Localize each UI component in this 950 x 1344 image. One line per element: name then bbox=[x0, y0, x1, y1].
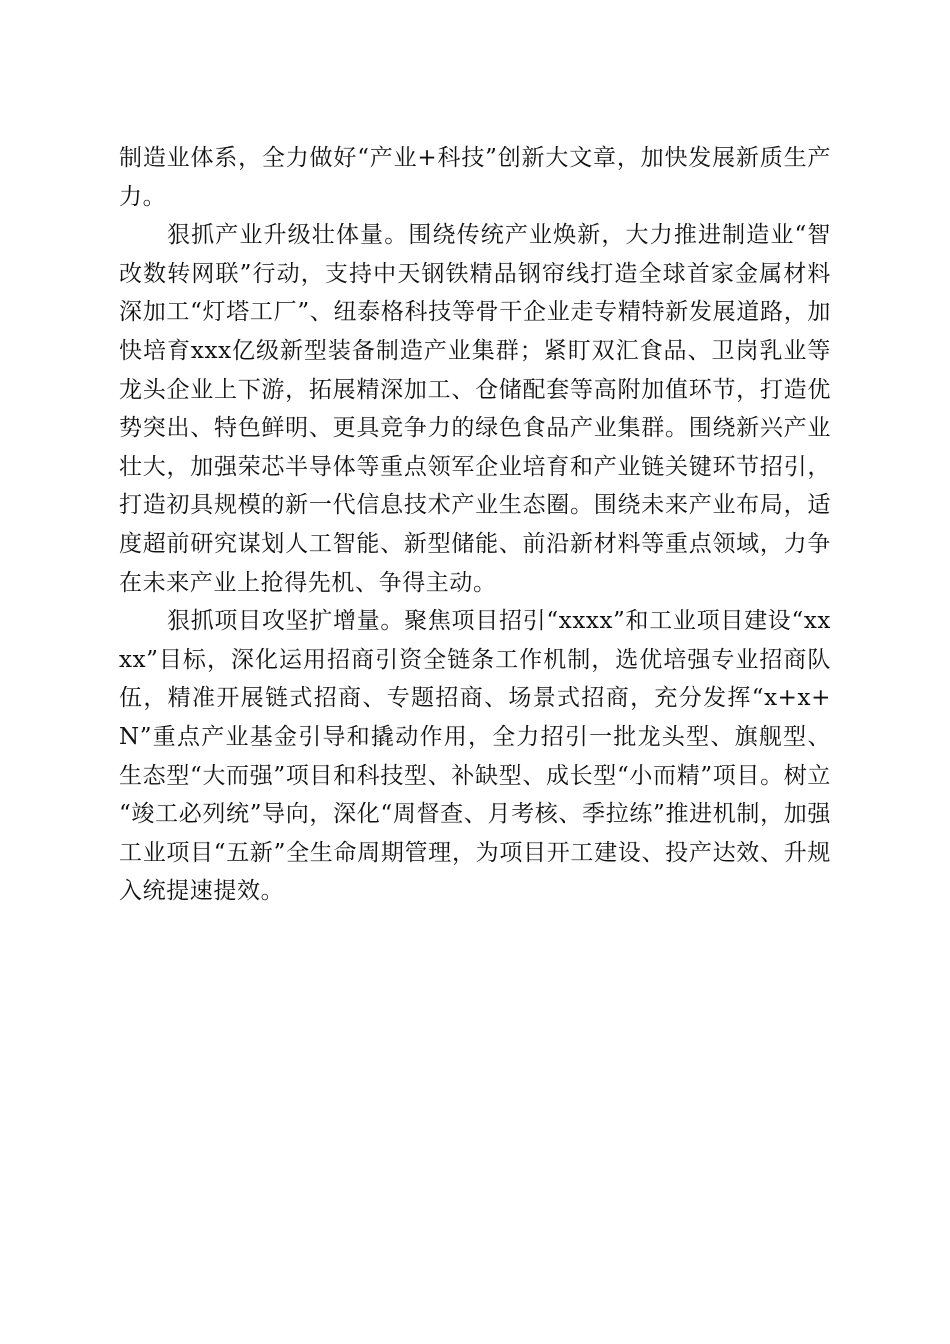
paragraph-industry-upgrade: 狠抓产业升级壮体量。围绕传统产业焕新，大力推进制造业“智改数转网联”行动，支持中天钢铁精品钢帘线打造全球首家金属材料深加工“灯塔工厂”、纽泰格科技等骨干企业走专精特新发展道路，加快培育xxx亿级新型装备制造产业集群；紧盯双汇食品、卫岗乳业等龙头企业上下游，拓展精深加工、仓储配套等高附加值环节，打造优势突出、特色鲜明、更具竞争力的绿色食品产业集群。围绕新兴产业壮大，加强荣芯半导体等重点领军企业培育和产业链关键环节招引，打造初具规模的新一代信息技术产业生态圈。围绕未来产业布局，适度超前研究谋划人工智能、新型储能、前沿新材料等重点领域，力争在未来产业上抢得先机、争得主动。 bbox=[119, 222, 831, 596]
paragraph-intro-tail: 制造业体系，全力做好“产业+科技”创新大文章，加快发展新质生产力。 bbox=[119, 145, 831, 210]
paragraph-project-investment: 狠抓项目攻坚扩增量。聚焦项目招引“xxxx”和工业项目建设“xxxx”目标，深化运用招商引资全链条工作机制，选优培强专业招商队伍，精准开展链式招商、专题招商、场景式招商，充分发挥“x+x+N”重点产业基金引导和撬动作用，全力招引一批龙头型、旗舰型、生态型“大而强”项目和科技型、补缺型、成长型“小而精”项目。树立“竣工必列统”导向，深化“周督查、月考核、季拉练”推进机制，加强工业项目“五新”全生命周期管理，为项目开工建设、投产达效、升规入统提速提效。 bbox=[119, 608, 831, 905]
document-page bbox=[119, 139, 831, 911]
